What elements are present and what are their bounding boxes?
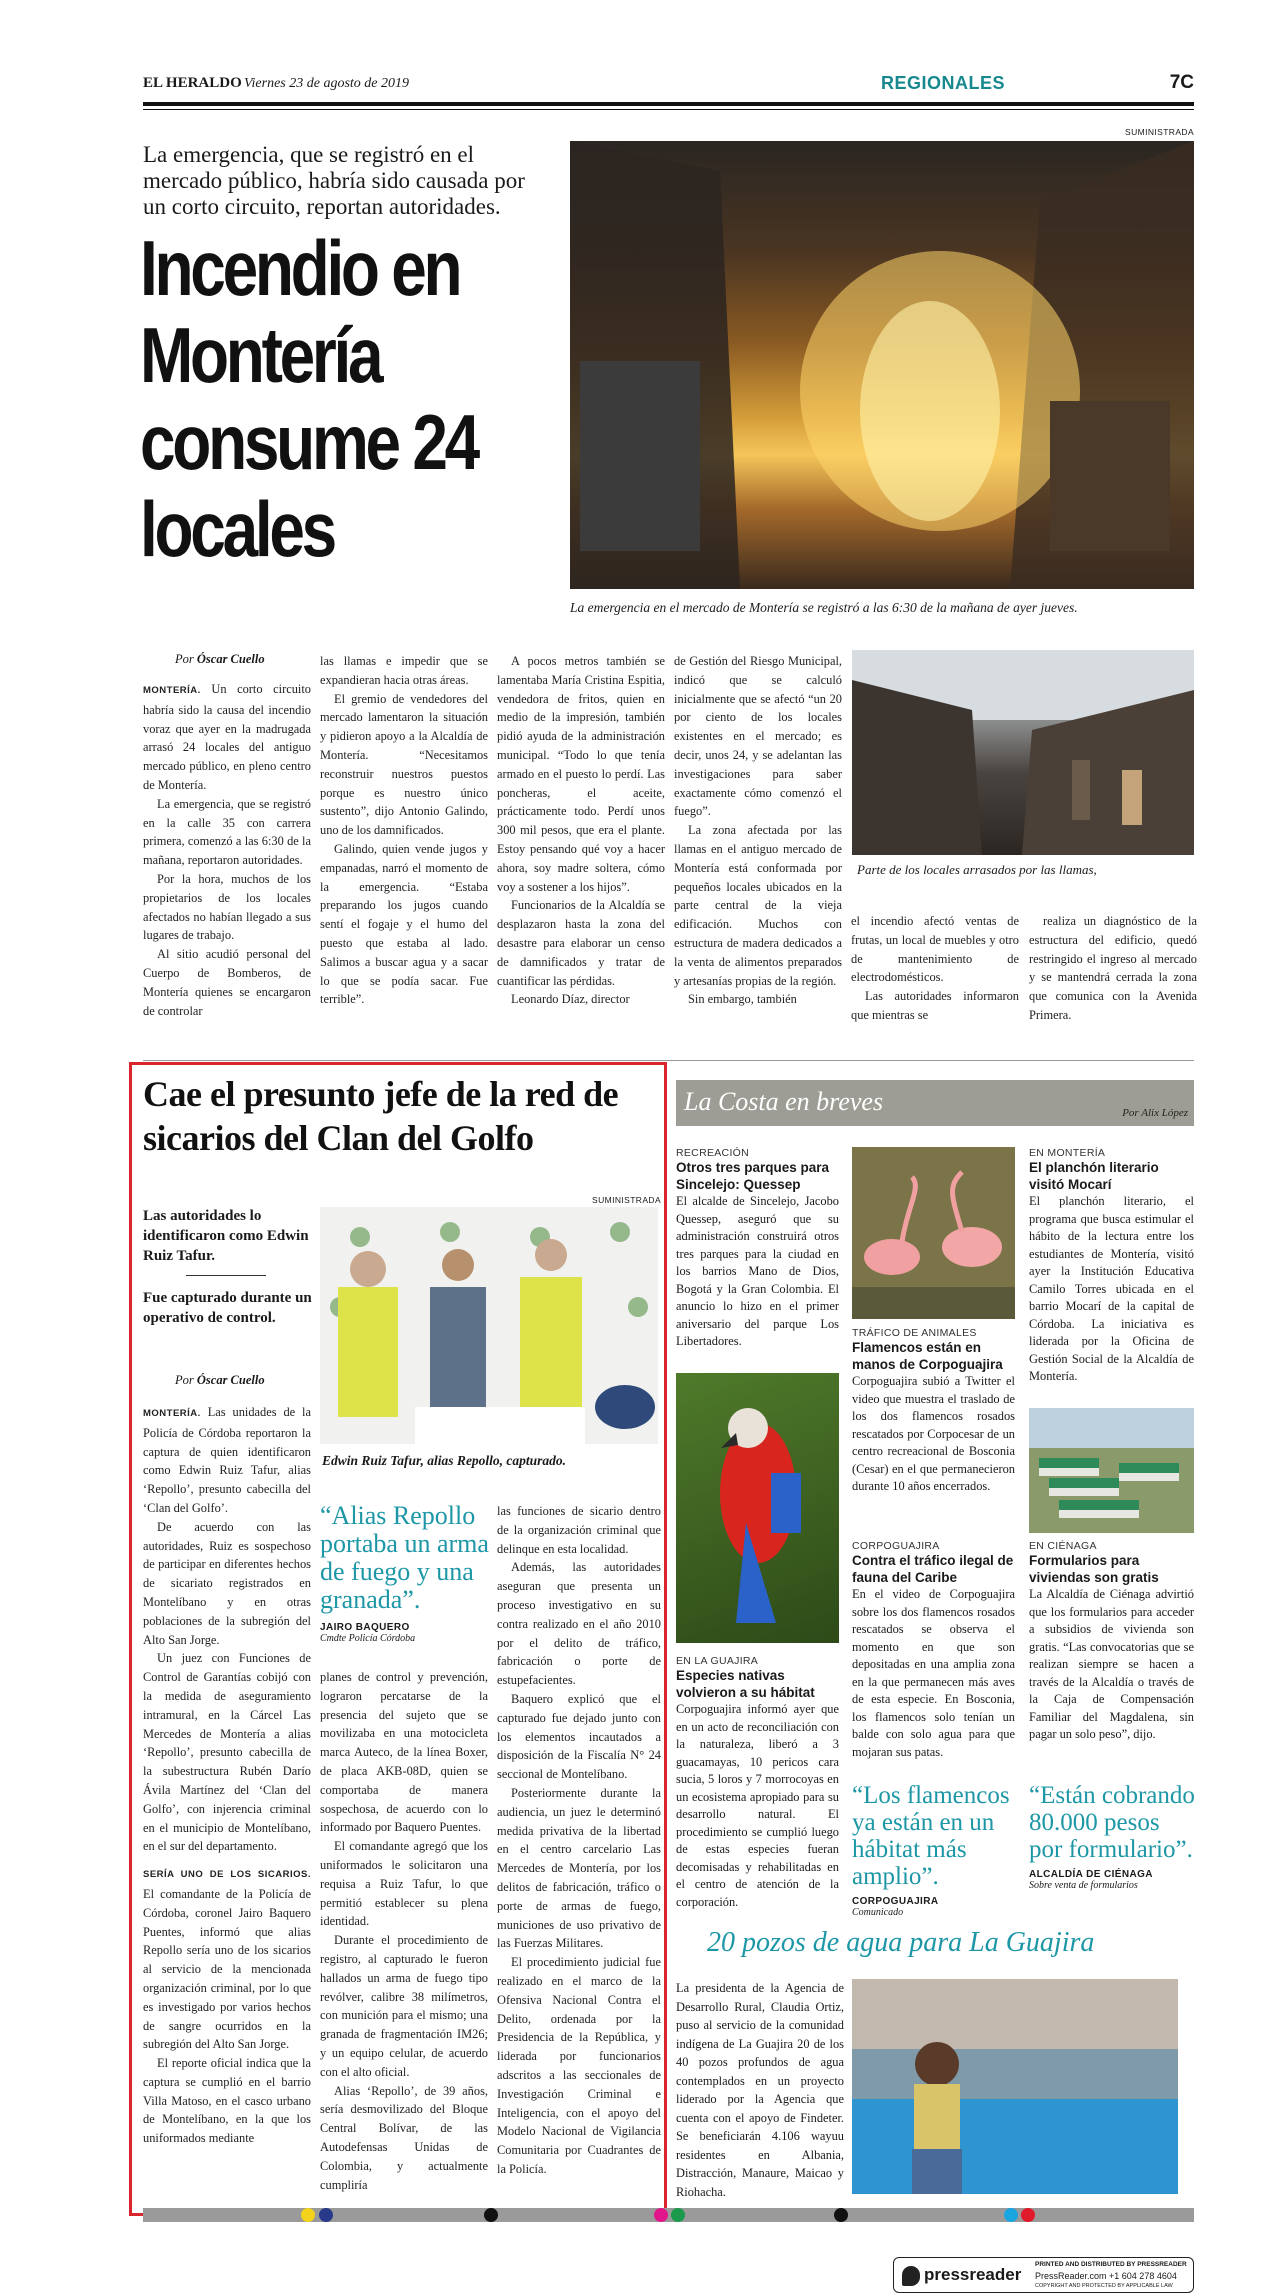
briefs-byline: Por Alix López <box>1122 1107 1188 1119</box>
brief-recreacion <box>676 1147 839 1351</box>
ruins-photo <box>852 650 1194 855</box>
deck-rule <box>186 1275 266 1276</box>
lead-place: MONTERÍA. <box>143 1408 201 1419</box>
brief-kicker: EN MONTERÍA <box>1029 1147 1106 1159</box>
wells-body: La presidenta de la Agencia de Desarrollo Rural, Claudia Ortiz, puso al servicio de la comunidad indígena de La Guajira 20 de los 40 pozos profundos de agua contemplados en un proyecto liderado por la Agencia que cuenta con el apoyo de Findeter. Se beneficiarán 4.106 wayuu residentes en Albania, Distracción, Manaure, Maicao y Riohacha. <box>676 1981 844 2199</box>
main-col-5 <box>851 912 1019 1025</box>
wells-photo <box>852 1979 1178 2194</box>
paragraph: Por la hora, muchos de los propietarios de los locales afectados no habían llegado a sus lugares de trabajo. <box>143 871 311 943</box>
paragraph: La emergencia, que se registró en la calle 35 con carrera primera, comenzó a las 6:30 de la mañana, reportaron autoridades. <box>143 796 311 868</box>
paragraph: las llamas e impedir que se expandieran hacia otras áreas. <box>320 654 488 687</box>
pressreader-line2: PressReader.com +1 604 278 4604 <box>1035 2271 1177 2281</box>
brief-kicker: EN LA GUAJIRA <box>676 1655 759 1667</box>
second-col-1 <box>143 1403 311 2148</box>
color-registration-bar <box>143 2208 1194 2222</box>
brief-body: El alcalde de Sincelejo, Jacobo Quessep, aseguró que su administración construirá otros tres parques para la ciudad en los barrios Mano de Dios, Bogotá y la Gran Colombia. El anuncio lo hizo en el primer aniversario del parque Los Libertadores. <box>676 1194 839 1348</box>
paragraph: el incendio afectó ventas de frutas, un local de muebles y otro de mantenimiento de electrodomésticos. <box>851 914 1019 985</box>
main-col-1 <box>143 680 311 1020</box>
byline-name: Óscar Cuello <box>196 652 265 666</box>
second-byline <box>175 1373 265 1388</box>
brief-kicker: EN CIÉNAGA <box>1029 1540 1097 1552</box>
paragraph: Sin embargo, también <box>688 992 797 1007</box>
brief-quote-role: Comunicado <box>852 1907 904 1918</box>
paragraph: Alias ‘Repollo’, de 39 años, sería desmovilizado del Bloque Central Bolívar, de las Autodefensas Unidas de Colombia, y actualmente cumpliría <box>320 2083 488 2192</box>
briefs-title: La Costa en breves <box>684 1087 884 1116</box>
brief-kicker: RECREACIÓN <box>676 1147 750 1159</box>
paragraph: El comandante agregó que los uniformados le solicitaron una requisa a Ruiz Tafur, lo que permitió establecer su plena identidad. <box>320 1839 488 1929</box>
paragraph: Galindo, quien vende jugos y empanadas, narró el momento de la emergencia. “Estaba preparando los jugos cuando sentí el fogaje y el humo del puesto que estaba al lado. Salimos a buscar agua y a sacar lo que se podía sacar. Fue terrible”. <box>320 841 488 1007</box>
brief-quote-source: CORPOGUAJIRA <box>852 1896 939 1907</box>
brief-quote-source: ALCALDÍA DE CIÉNAGA <box>1029 1869 1153 1880</box>
main-story-subhead: La emergencia, que se registró en el mercado público, habría sido causada por un corto circuito, reportan autoridades. <box>143 142 525 219</box>
paragraph: El comandante de la Policía de Córdoba, coronel Jairo Baquero Puentes, informó que alias Repollo sería uno de los sicarios al servicio de la mencionada organización criminal, por lo que es investigado por varios hechos de sangre ocurridos en la subregión del Alto San Jorge. <box>143 1886 311 2052</box>
second-story-headline: Cae el presunto jefe de la red de sicarios del Clan del Golfo <box>143 1074 619 1158</box>
flamingo-photo <box>852 1147 1015 1319</box>
pressreader-badge <box>893 2257 1194 2293</box>
paper-name: EL HERALDO <box>143 75 242 91</box>
second-col-2 <box>320 1668 488 2194</box>
section-divider <box>143 1060 1194 1061</box>
fire-photo-caption: La emergencia en el mercado de Montería se registró a las 6:30 de la mañana de ayer jueves. <box>570 600 1078 615</box>
arrest-photo <box>320 1207 658 1444</box>
arrest-photo-credit: SUMINISTRADA <box>592 1195 662 1205</box>
brief-title: El planchón literario visitó Mocarí <box>1029 1160 1159 1192</box>
brief-quote-2 <box>1029 1782 1199 1891</box>
deck-1: Las autoridades lo identificaron como Edwin Ruiz Tafur. <box>143 1208 309 1264</box>
paragraph: Durante el procedimiento de registro, al capturado le fueron hallados un arma de fuego tipo revólver, calibre 38 milímetros, con munición para el mismo; una granada de fragmentación IM26; y un equipo celular, de acuerdo con el alto oficial. <box>320 1933 488 2079</box>
pull-quote-source: JAIRO BAQUERO <box>320 1622 410 1633</box>
paragraph: Al sitio acudió personal del Cuerpo de Bomberos, de Montería quienes se encargaron de controlar <box>143 947 311 1018</box>
brief-quote-text: “Los flamencos ya están en un hábitat más amplio”. <box>852 1782 1010 1890</box>
section-label: REGIONALES <box>881 73 1006 93</box>
paragraph: De acuerdo con las autoridades, Ruiz es sospechoso de participar en diferentes hechos de sicariato registrados en Montelíbano y en otras poblaciones de la subregión del Alto San Jorge. <box>143 1519 311 1647</box>
paragraph: planes de control y prevención, lograron percatarse de la presencia del sujeto que se movilizaba en una motocicleta marca Auteco, de la línea Boxer, de placa AKB-08D, quien se comportaba de manera sospechosa, de acuerdo con lo informado por Baquero Puentes. <box>320 1670 488 1835</box>
brief-corpoguajira <box>852 1540 1015 1761</box>
byline-name: Óscar Cuello <box>196 1373 265 1387</box>
brief-kicker: TRÁFICO DE ANIMALES <box>852 1327 977 1339</box>
brief-quote-1 <box>852 1782 1022 1918</box>
deck-2: Fue capturado durante un operativo de control. <box>143 1290 312 1326</box>
paragraph: El gremio de vendedores del mercado lamentaron la situación y pidieron apoyo a la Alcaldía de Montería. “Necesitamos reconstruir nuestros puestos porque es nuestro único sustento”, dijo Antonio Galindo, uno de los damnificados. <box>320 691 488 838</box>
page-number: 7C <box>1169 72 1194 93</box>
brief-quote-text: “Están cobrando 80.000 pesos por formulario”. <box>1029 1782 1195 1863</box>
paragraph: Las autoridades informaron que mientras se <box>851 989 1019 1022</box>
fire-photo <box>570 141 1194 589</box>
briefs-banner <box>676 1080 1194 1126</box>
main-col-3 <box>497 652 665 1009</box>
main-col-4 <box>674 652 842 1009</box>
brief-title: Flamencos están en manos de Corpoguajira <box>852 1340 1003 1372</box>
main-col-2 <box>320 652 488 1009</box>
main-story-headline: Incendio en Montería consume 24 locales <box>140 224 477 573</box>
byline-prefix: Por <box>175 652 194 666</box>
issue-date: Viernes 23 de agosto de 2019 <box>244 76 409 91</box>
main-col-6 <box>1029 912 1197 1025</box>
paragraph: A pocos metros también se lamentaba María Cristina Espitia, vendedora de fritos, quien en medio de la impresión, también pidió ayuda de la administración municipal. “Todo lo que tenía armado en el puesto lo perdí. Las poncheras, el aceite, prácticamente todo. Perdí unos 300 mil pesos, que era el plante. Estoy pensando qué voy a hacer ahora, soy madre soltera, cómo voy a sostener a los hijos”. <box>497 654 665 894</box>
pressreader-logo-icon <box>902 2266 920 2286</box>
brief-trafico <box>852 1327 1015 1496</box>
brief-quote-role: Sobre venta de formularios <box>1029 1880 1138 1891</box>
lead-place: MONTERÍA. <box>143 685 201 696</box>
brief-title: Otros tres parques para Sincelejo: Quessep <box>676 1160 830 1192</box>
paragraph: La zona afectada por las llamas en el antiguo mercado de Montería está conformada por pequeños locales ubicados en la parte central de la vieja edificación. Muchos con estructura de madera dedicados a la venta de alimentos preparados y artesanías propias de la región. <box>674 823 842 988</box>
paragraph: Posteriormente durante la audiencia, un juez le determinó medida privativa de la libertad en el centro carcelario Las Mercedes de Montería, por los delitos de fabricación, tráfico o porte de armas de fuego, municiones de uso privativo de las Fuerzas Militares. <box>497 1785 661 1951</box>
brief-title: Contra el tráfico ilegal de fauna del Caribe <box>852 1553 1014 1585</box>
pull-quote-text: “Alias Repollo portaba un arma de fuego y una granada”. <box>320 1501 489 1614</box>
paragraph: Un juez con Funciones de Control de Garantías cobijó con la medida de aseguramiento intramural, en la Cárcel Las Mercedes de Montería a alias ‘Repollo’, presunto cabecilla de la subestructura Rubén Darío Ávila Martínez del ‘Clan del Golfo’, con injerencia criminal en el municipio de Montelíbano, en el sur del departamento. <box>143 1651 311 1854</box>
brief-title: Especies nativas volvieron a su hábitat <box>676 1668 815 1700</box>
brief-body: Corpoguajira informó ayer que en un acto de reconciliación con la naturaleza, liberó a 3 guacamayas, 10 pericos cara sucia, 5 loros y 7 morrocoyas en un ecosistema apropiado para su desarrollo natural. El procedimiento se cumplió luego de estas especies fueran decomisadas y rehabilitadas en el centro de atención de la corporación. <box>676 1702 839 1909</box>
pull-quote-role: Cmdte Policía Córdoba <box>320 1633 416 1644</box>
paragraph: de Gestión del Riesgo Municipal, indicó que se calculó inicialmente que se afectó “un 20 por ciento de los locales existentes en el mercado; es decir, unos 24, y se adelantan las investigaciones para saber exactamente cómo comenzó el fuego”. <box>674 654 842 819</box>
wells-title: 20 pozos de agua para La Guajira <box>707 1927 1095 1958</box>
pressreader-line1: PRINTED AND DISTRIBUTED BY PRESSREADER <box>1035 2261 1187 2268</box>
paragraph: El reporte oficial indica que la captura se cumplió en el barrio Villa Matoso, en el casco urbano de Montelíbano, en la que los uniformados mediante <box>143 2056 311 2146</box>
paragraph: las funciones de sicario dentro de la organización criminal que delinque en esta localidad. <box>497 1504 661 1556</box>
pressreader-brand: pressreader <box>924 2265 1022 2284</box>
brief-guajira <box>676 1655 839 1911</box>
brief-kicker: CORPOGUAJIRA <box>852 1540 940 1552</box>
brief-cienaga <box>1029 1540 1194 1744</box>
brief-title: Formularios para viviendas son gratis <box>1029 1553 1159 1585</box>
ruins-photo-caption: Parte de los locales arrasados por las llamas, <box>857 862 1097 877</box>
main-byline <box>175 652 265 667</box>
paragraph: Leonardo Díaz, director <box>511 992 630 1007</box>
paragraph: Baquero explicó que el capturado fue dejado junto con los elementos incautados a disposición de la Fiscalía N° 24 seccional de Montelíbano. <box>497 1691 661 1782</box>
brief-monteria <box>1029 1147 1194 1386</box>
paragraph: El procedimiento judicial fue realizado en el marco de la Ofensiva Nacional Contra el Delito, ordenada por la Presidencia de la República, y liderada por funcionarios adscritos a las seccionales de Investigación Criminal e Inteligencia, con el apoyo del Modelo Nacional de Vigilancia Comunitaria por Cuadrantes de la Policía. <box>497 1955 661 2176</box>
brief-body: Corpoguajira subió a Twitter el video que muestra el traslado de los dos flamencos rosados rescatados por Corpocesar de un centro recreacional de Bosconia (Cesar) en el que permanecieron durante 10 años encerrados. <box>852 1374 1015 1493</box>
arrest-photo-caption: Edwin Ruiz Tafur, alias Repollo, capturado. <box>322 1453 567 1468</box>
paragraph: realiza un diagnóstico de la estructura del edificio, quedó restringido el ingreso al mercado y se mantendrá cerrada la zona que comunica con la Avenida Primera. <box>1029 914 1197 1022</box>
brief-body: La Alcaldía de Ciénaga advirtió que los formularios para acceder a subsidios de vivienda son gratis. “Las convocatorias que se realizan siempre se hacen a través de la Alcaldía o través de la Caja de Compensación Familiar del Magdalena, sin pagar un solo peso”, dijo. <box>1029 1587 1194 1741</box>
parrot-photo <box>676 1373 839 1643</box>
byline-prefix: Por <box>175 1373 194 1387</box>
paragraph: Funcionarios de la Alcaldía se desplazaron hasta la zona del desastre para elaborar un censo de damnificados y tratar de cuantificar las pérdidas. <box>497 898 665 988</box>
housing-photo <box>1029 1408 1194 1533</box>
photo-credit: SUMINISTRADA <box>1125 127 1195 137</box>
subsection-head: SERÍA UNO DE LOS SICARIOS. <box>143 1869 311 1881</box>
brief-body: El planchón literario, el programa que busca estimular el hábito de la lectura entre los estudiantes de Montería, visitó ayer la Institución Educativa Camilo Torres ubicada en el barrio Mocarí de la capital de Córdoba. La iniciativa es liderada por la Oficina de Gestión Social de la Alcaldía de Montería. <box>1029 1194 1194 1383</box>
paragraph: Además, las autoridades aseguran que presenta un proceso investigativo en su contra realizado en el año 2010 por el delito de tráfico, fabricación o porte de estupefacientes. <box>497 1560 661 1688</box>
brief-body: En el video de Corpoguajira sobre los dos flamencos rosados rescatados se observa el momento en que son depositadas en una amplia zona en la que permanecen más aves de esta especie. En Bosconia, los flamencos solo tenían un balde con solo agua para que mojaran sus patas. <box>852 1587 1015 1759</box>
page-header <box>143 72 1194 110</box>
second-col-3 <box>497 1502 661 2179</box>
pressreader-line3: COPYRIGHT AND PROTECTED BY APPLICABLE LAW <box>1035 2283 1173 2289</box>
header-rule-thin <box>143 109 1194 110</box>
pull-quote <box>320 1502 490 1644</box>
paragraph: Las unidades de la Policía de Córdoba reportaron la captura de quien identificaron como Edwin Ruiz Tafur, alias ‘Repollo’, presunto cabecilla del ‘Clan del Golfo’. <box>143 1405 311 1515</box>
header-rule <box>143 102 1194 106</box>
paragraph: Un corto circuito habría sido la causa del incendio voraz que ayer en la madrugada arrasó 24 locales del antiguo mercado público, en pleno centro de Montería. <box>143 682 311 792</box>
